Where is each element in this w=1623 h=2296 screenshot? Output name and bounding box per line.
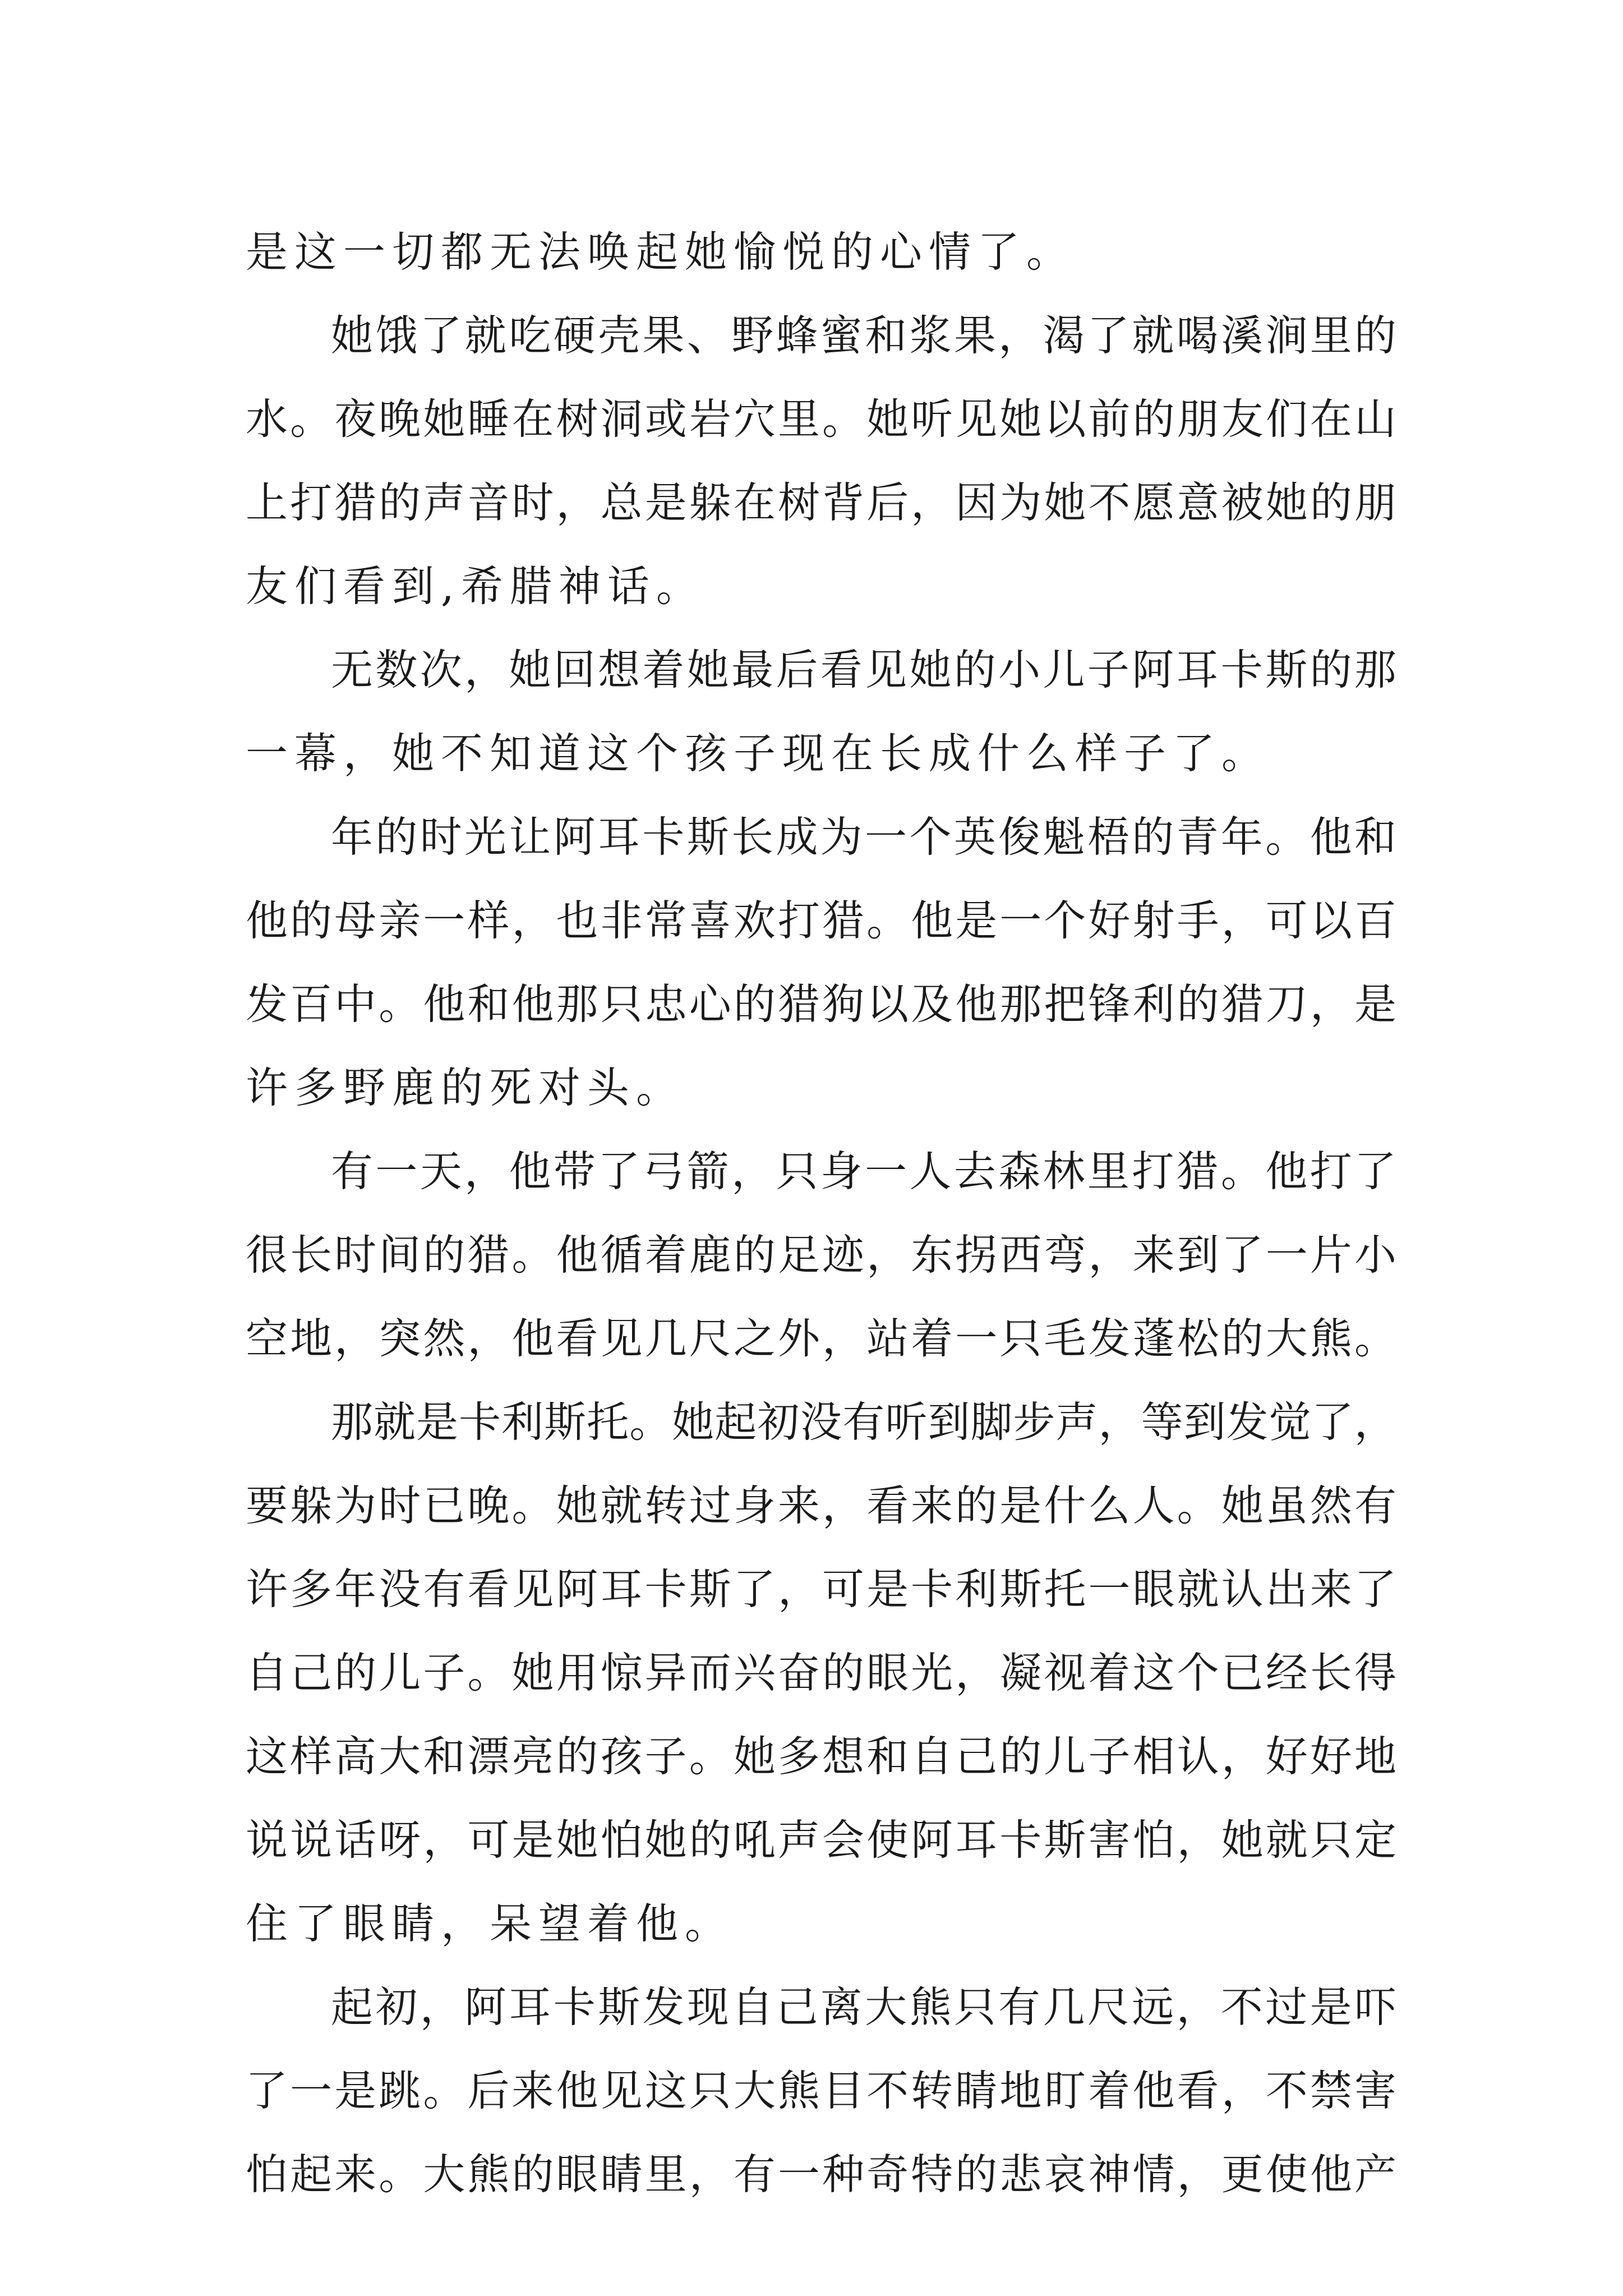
text-line: 怕 起 来 。 大 熊 的 眼 睛 里 ， 有 一 种 奇 特 的 悲 哀 神 情 ， 更 使 他 产	[246, 2150, 1396, 2199]
text-line: 空 地 ， 突 然 ， 他 看 见 几 尺 之 外 ， 站 着 一 只 毛 发 蓬 松 的 大 熊 。	[246, 1314, 1396, 1363]
text-line: 起 初 ， 阿 耳 卡 斯 发 现 自 己 离 大 熊 只 有 几 尺 远 ， 不 过 是 吓	[331, 1982, 1396, 2032]
text-line: 她 饿 了 就 吃 硬 壳 果 、 野 蜂 蜜 和 浆 果 ， 渴 了 就 喝 溪 涧 里 的	[331, 311, 1396, 360]
text-line: 有 一 天 ， 他 带 了 弓 箭 ， 只 身 一 人 去 森 林 里 打 猎 。 他 打 了	[331, 1147, 1396, 1196]
text-line: 是这一切都无法唤起她愉悦的心情了。	[246, 227, 1076, 277]
text-line: 这 样 高 大 和 漂 亮 的 孩 子 。 她 多 想 和 自 己 的 儿 子 相 认 ， 好 好 地	[246, 1732, 1396, 1781]
text-line: 住了眼睛，呆望着他。	[246, 1899, 734, 1948]
body-text	[246, 210, 1396, 2216]
text-line: 发 百 中 。 他 和 他 那 只 忠 心 的 猎 狗 以 及 他 那 把 锋 利 的 猎 刀 ， 是	[246, 979, 1396, 1029]
text-line: 上 打 猎 的 声 音 时 ， 总 是 躲 在 树 背 后 ， 因 为 她 不 愿 意 被 她 的 朋	[246, 478, 1396, 527]
text-line: 说 说 话 呀 ， 可 是 她 怕 她 的 吼 声 会 使 阿 耳 卡 斯 害 怕 ， 她 就 只 定	[246, 1815, 1396, 1865]
text-line: 要 躲 为 时 已 晚 。 她 就 转 过 身 来 ， 看 来 的 是 什 么 人 。 她 虽 然 有	[246, 1481, 1396, 1530]
text-line: 许多野鹿的死对头。	[246, 1063, 685, 1112]
text-line: 了 一 是 跳 。 后 来 他 见 这 只 大 熊 目 不 转 睛 地 盯 着 他 看 ， 不 禁 害	[246, 2066, 1396, 2115]
text-line: 友们看到,希腊神话。	[246, 562, 705, 611]
text-line: 一幕，她不知道这个孩子现在长成什么样子了。	[246, 729, 1271, 778]
text-line: 那 就 是 卡 利 斯 托 。 她 起 初 没 有 听 到 脚 步 声 ， 等 到 发 觉 了 ，	[331, 1397, 1396, 1447]
text-line: 水 。 夜 晚 她 睡 在 树 洞 或 岩 穴 里 。 她 听 见 她 以 前 的 朋 友 们 在 山	[246, 394, 1396, 444]
text-line: 他 的 母 亲 一 样 ， 也 非 常 喜 欢 打 猎 。 他 是 一 个 好 射 手 ， 可 以 百	[246, 896, 1396, 945]
text-line: 年 的 时 光 让 阿 耳 卡 斯 长 成 为 一 个 英 俊 魁 梧 的 青 年 。 他 和	[331, 812, 1396, 862]
text-line: 很 长 时 间 的 猎 。 他 循 着 鹿 的 足 迹 ， 东 拐 西 弯 ， 来 到 了 一 片 小	[246, 1230, 1396, 1280]
text-line: 无 数 次 ， 她 回 想 着 她 最 后 看 见 她 的 小 儿 子 阿 耳 卡 斯 的 那	[331, 645, 1396, 694]
text-line: 自 己 的 儿 子 。 她 用 惊 异 而 兴 奋 的 眼 光 ， 凝 视 着 这 个 已 经 长 得	[246, 1648, 1396, 1697]
text-line: 许 多 年 没 有 看 见 阿 耳 卡 斯 了 ， 可 是 卡 利 斯 托 一 眼 就 认 出 来 了	[246, 1565, 1396, 1614]
